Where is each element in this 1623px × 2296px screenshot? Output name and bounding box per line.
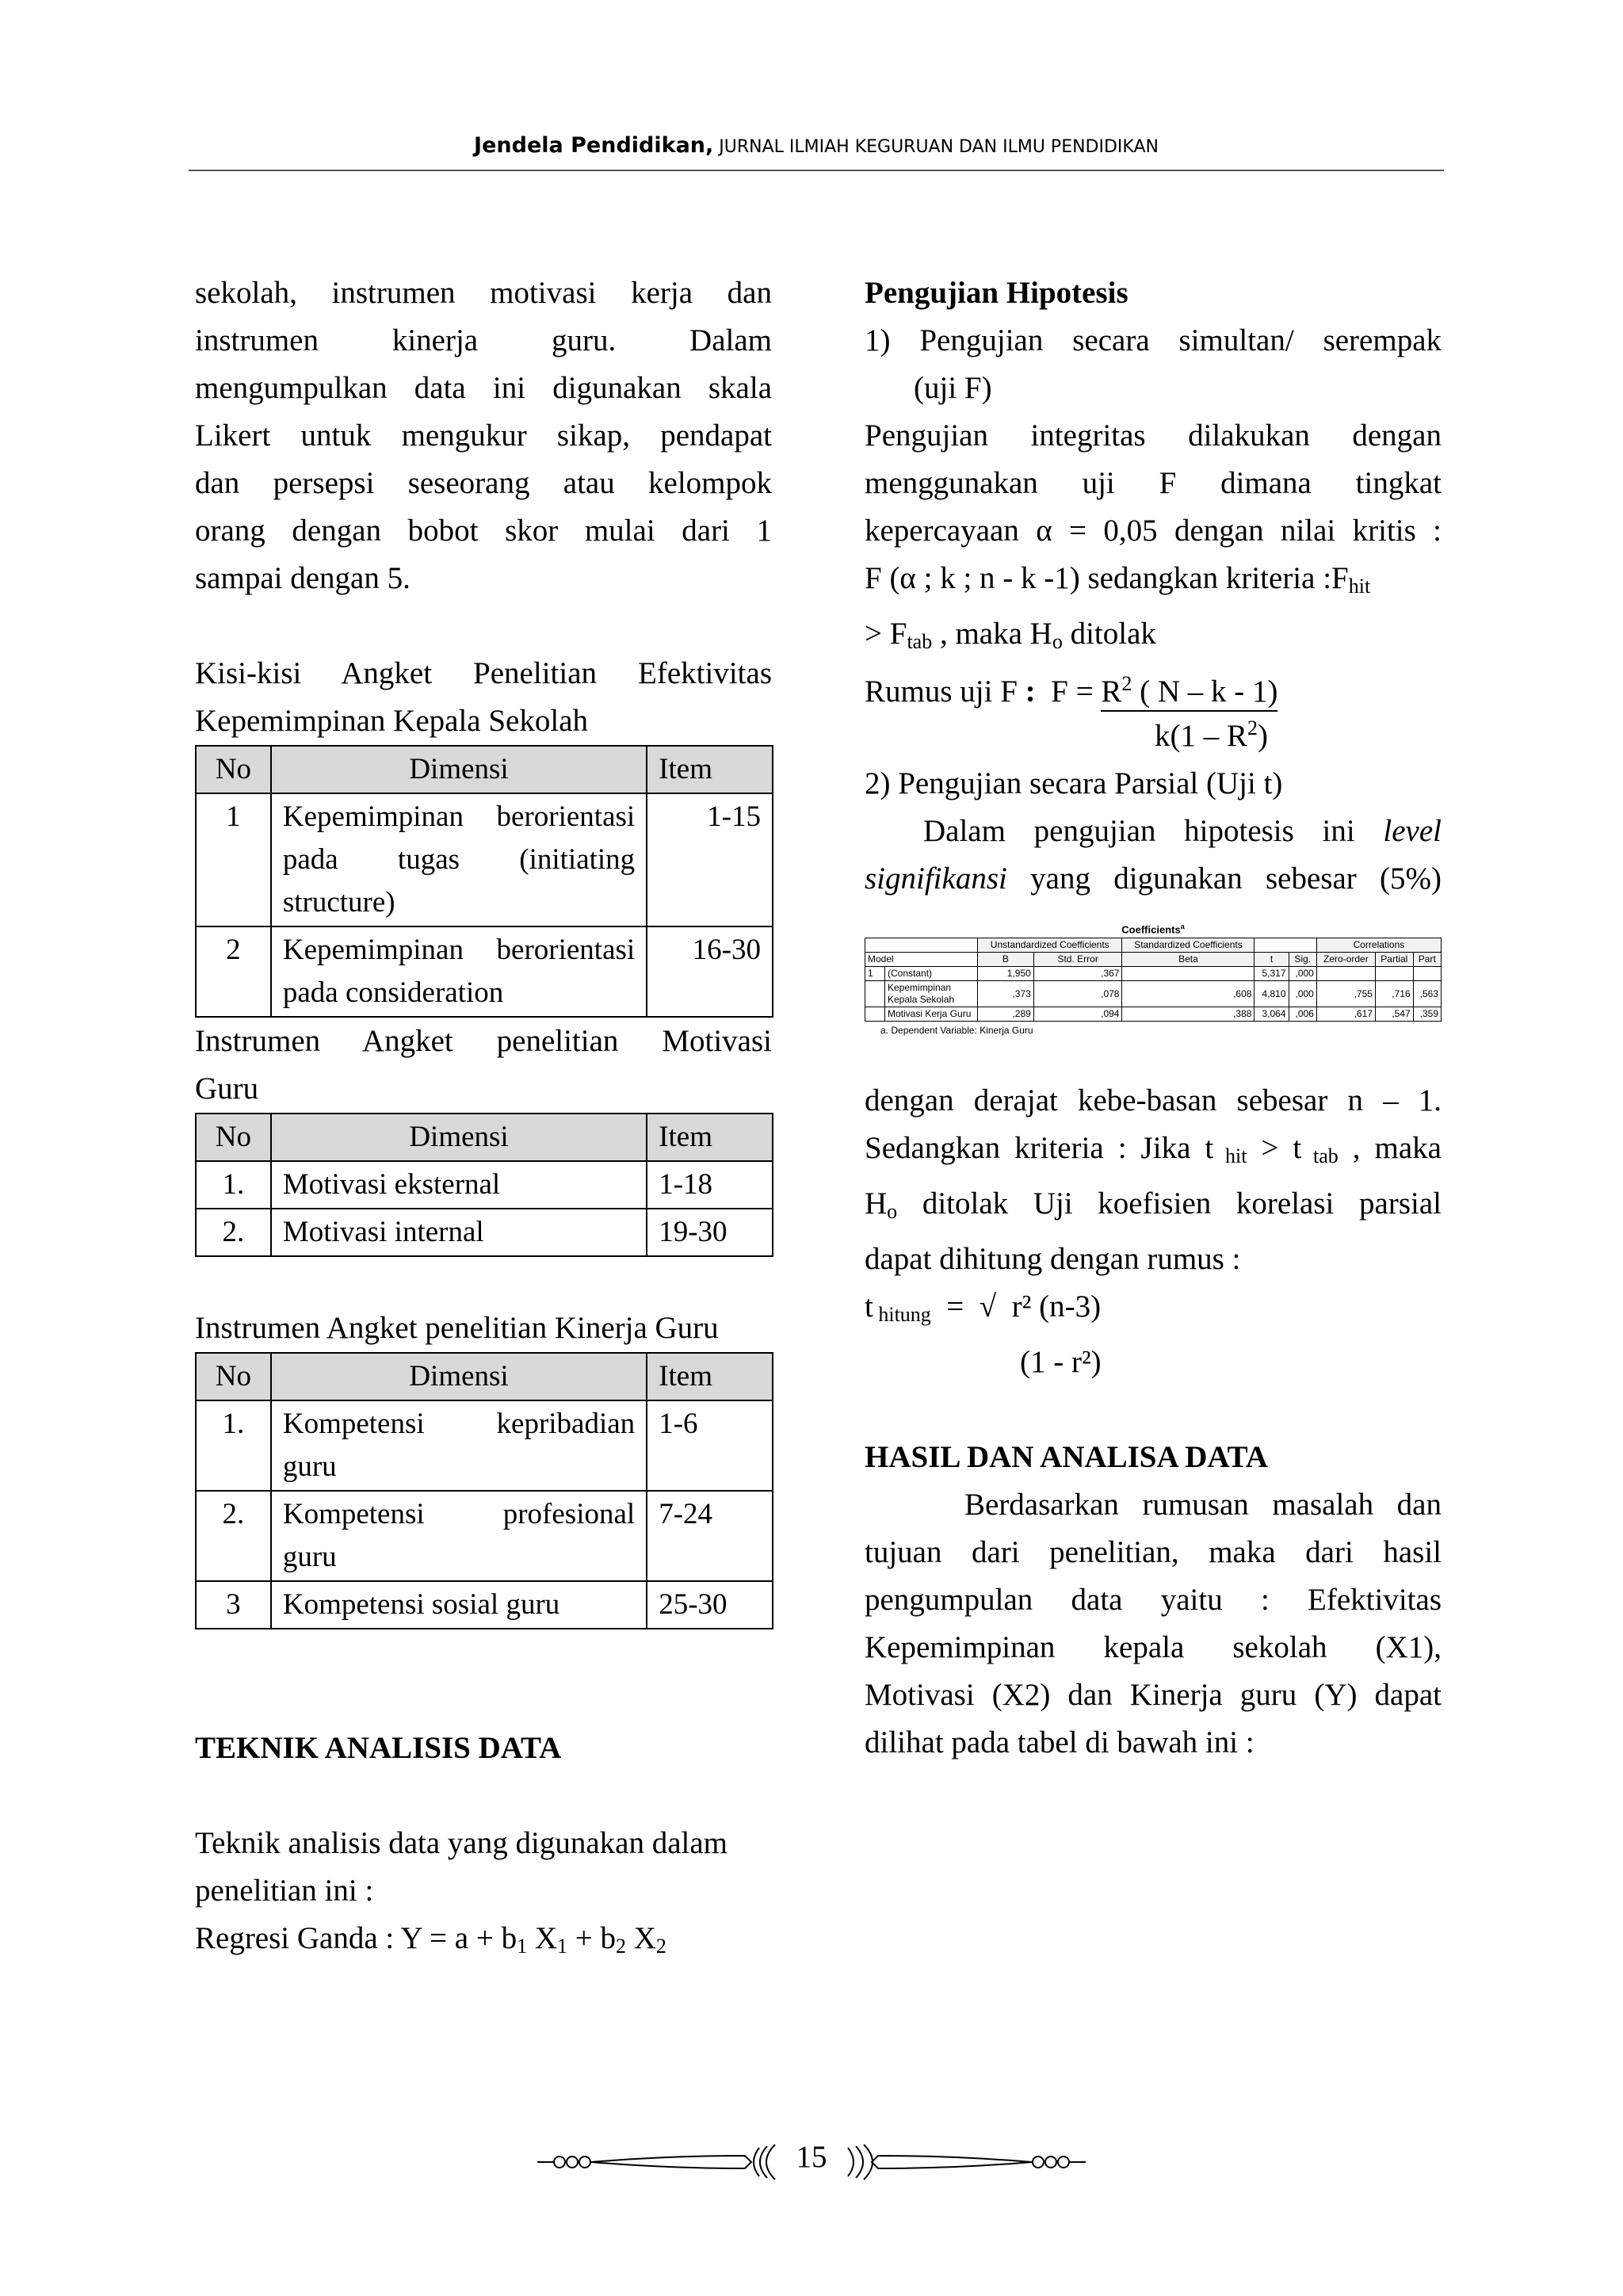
coef-t: 3,064 bbox=[1254, 1007, 1289, 1022]
cell-no: 1 bbox=[196, 793, 271, 926]
item1-line-1: 1) Pengujian secara simultan/ serempak bbox=[865, 323, 1442, 357]
coef-title-text: Coefficients bbox=[1121, 923, 1181, 936]
subscript: hitung bbox=[873, 1303, 931, 1327]
rumus-r: R bbox=[1101, 674, 1122, 709]
hasil-line-4: Kepemimpinan kepala sekolah (X1), bbox=[865, 1630, 1442, 1665]
coef-zero bbox=[1316, 967, 1375, 981]
coef-b: ,289 bbox=[978, 1007, 1034, 1022]
regresi-text: Regresi Ganda : Y = a + b bbox=[195, 1921, 517, 1955]
rumus-lhs: F = bbox=[1051, 674, 1102, 709]
coef-unstd-header: Unstandardized Coefficients bbox=[978, 938, 1122, 953]
p2-text: yang digunakan sebesar (5%) bbox=[1030, 861, 1442, 896]
dim-line: Kepemimpinan berorientasi bbox=[282, 934, 636, 966]
hasil-line-5: Motivasi (X2) dan Kinerja guru (Y) dapat bbox=[865, 1678, 1442, 1713]
journal-subtitle: JURNAL ILMIAH KEGURUAN DAN ILMU PENDIDIKAN bbox=[713, 137, 1159, 157]
dim-line: pada consideration bbox=[282, 976, 504, 1009]
coef-sig: ,000 bbox=[1289, 981, 1316, 1007]
right-column bbox=[865, 269, 1442, 1767]
coef-part: ,563 bbox=[1413, 981, 1441, 1007]
intro-line-3: mengumpulkan data ini digunakan skala bbox=[195, 371, 772, 405]
header-rule bbox=[189, 170, 1444, 171]
superscript: 2 bbox=[1247, 716, 1258, 739]
ornament-bracket bbox=[848, 2148, 854, 2176]
t-formula-denominator: (1 - r²) bbox=[1020, 1345, 1102, 1380]
p2-text: Dalam pengujian hipotesis ini bbox=[923, 814, 1355, 848]
cell-no: 2 bbox=[196, 926, 271, 1017]
teknik-line-1: Teknik analisis data yang digunakan dalam bbox=[195, 1826, 727, 1860]
coef-beta bbox=[1122, 967, 1254, 981]
coef-t: 5,317 bbox=[1254, 967, 1289, 981]
pengujian-heading: Pengujian Hipotesis bbox=[865, 276, 1128, 310]
rumus-den: k(1 – R bbox=[1155, 719, 1247, 753]
header-dimensi: Dimensi bbox=[271, 746, 647, 793]
regresi-text: X bbox=[626, 1921, 656, 1955]
table-header-row bbox=[196, 746, 773, 793]
subscript: hit bbox=[1348, 575, 1371, 598]
cell-item: 1-15 bbox=[647, 793, 773, 926]
kepemimpinan-table bbox=[195, 745, 773, 1018]
kisi-title-line-1: Kisi-kisi Angket Penelitian Efektivitas bbox=[195, 656, 772, 690]
table-row bbox=[865, 981, 1442, 1007]
coefficients-table bbox=[865, 938, 1442, 1022]
coef-part: ,359 bbox=[1413, 1007, 1441, 1022]
coef-zero: ,755 bbox=[1316, 981, 1375, 1007]
hasil-line-1: Berdasarkan rumusan masalah dan bbox=[964, 1488, 1442, 1522]
f-text: F (α ; k ; n - k -1) sedangkan kriteria :F bbox=[865, 561, 1349, 595]
hasil-line-3: pengumpulan data yaitu : Efektivitas bbox=[865, 1583, 1442, 1618]
kinerja-table bbox=[195, 1352, 773, 1629]
ornament-circle bbox=[1058, 2157, 1069, 2168]
dim-line: Kompetensi kepribadian bbox=[282, 1408, 636, 1440]
ornament-circle bbox=[554, 2157, 565, 2168]
ornament-bracket bbox=[856, 2146, 863, 2178]
table-row bbox=[196, 926, 773, 1017]
cell-item: 1-18 bbox=[647, 1161, 773, 1209]
cell-no: 3 bbox=[196, 1581, 271, 1629]
teknik-line-2: penelitian ini : bbox=[195, 1874, 374, 1908]
coef-se: ,094 bbox=[1033, 1007, 1122, 1022]
p3-line-1: dengan derajat kebe-basan sebesar n – 1. bbox=[865, 1083, 1442, 1118]
header-no: No bbox=[196, 1353, 271, 1400]
coef-se: ,078 bbox=[1033, 981, 1122, 1007]
coef-model-no: 1 bbox=[865, 967, 885, 981]
dim-line: guru bbox=[282, 1450, 337, 1483]
hasil-heading: HASIL DAN ANALISA DATA bbox=[865, 1440, 1268, 1475]
p2-italic: level bbox=[1383, 814, 1442, 848]
dim-line: guru bbox=[282, 1541, 337, 1573]
subscript: o bbox=[887, 1200, 898, 1224]
table-row bbox=[196, 1400, 773, 1491]
ornament-swoosh-right bbox=[872, 2156, 1032, 2168]
cell-no: 1. bbox=[196, 1400, 271, 1491]
coef-col-sig: Sig. bbox=[1289, 953, 1316, 967]
p3-line-3 bbox=[865, 1180, 1442, 1236]
running-header bbox=[190, 133, 1442, 158]
rumus-colon: : bbox=[1025, 674, 1036, 709]
kinerja-title: Instrumen Angket penelitian Kinerja Guru bbox=[195, 1311, 719, 1345]
table-header-row bbox=[196, 1353, 773, 1400]
cell-dimensi bbox=[271, 926, 647, 1017]
coefficients-title bbox=[865, 919, 1442, 938]
cell-item: 16-30 bbox=[647, 926, 773, 1017]
cell-no: 1. bbox=[196, 1161, 271, 1209]
cell-item: 1-6 bbox=[647, 1400, 773, 1491]
intro-line-6: orang dengan bobot skor mulai dari 1 bbox=[195, 514, 772, 548]
motivasi-table bbox=[195, 1113, 773, 1257]
header-item: Item bbox=[647, 1114, 773, 1161]
cell-item: 7-24 bbox=[647, 1491, 773, 1581]
dim-line: Kompetensi profesional bbox=[282, 1498, 636, 1530]
p3-text: > t bbox=[1247, 1131, 1302, 1166]
intro-line-4: Likert untuk mengukur sikap, pendapat bbox=[195, 418, 772, 453]
hasil-line-2: tujuan dari penelitian, maka dari hasil bbox=[865, 1535, 1442, 1570]
subscript: 2 bbox=[655, 1935, 666, 1958]
ftab-text: ditolak bbox=[1062, 617, 1156, 651]
coef-partial: ,716 bbox=[1375, 981, 1413, 1007]
coef-beta: ,388 bbox=[1122, 1007, 1254, 1022]
coef-group-header-row bbox=[865, 938, 1442, 953]
ftab-text: > F bbox=[865, 617, 907, 651]
coef-col-t: t bbox=[1254, 953, 1289, 967]
intro-line-1: sekolah, instrumen motivasi kerja dan bbox=[195, 276, 772, 310]
cell-dimensi bbox=[271, 1491, 647, 1581]
header-item: Item bbox=[647, 1353, 773, 1400]
intro-line-2: instrumen kinerja guru. Dalam bbox=[195, 323, 772, 357]
dim-line: structure) bbox=[282, 886, 395, 919]
p1-line-1: Pengujian integritas dilakukan dengan bbox=[865, 418, 1442, 453]
ornament-circle bbox=[579, 2157, 590, 2168]
subscript: 1 bbox=[557, 1935, 567, 1958]
cell-no: 2. bbox=[196, 1209, 271, 1256]
cell-item: 19-30 bbox=[647, 1209, 773, 1256]
footnote-text: Dependent Variable: Kinerja Guru bbox=[891, 1025, 1033, 1037]
cell-item: 25-30 bbox=[647, 1581, 773, 1629]
p2-line-2 bbox=[865, 855, 1442, 903]
page-number: 15 bbox=[796, 2140, 827, 2174]
ornament-circle bbox=[1033, 2157, 1044, 2168]
t-formula-numerator bbox=[865, 1283, 1442, 1339]
subscript: hit bbox=[1213, 1144, 1247, 1168]
cell-dimensi: Motivasi eksternal bbox=[271, 1161, 647, 1209]
cell-dimensi: Motivasi internal bbox=[271, 1209, 647, 1256]
kisi-title-line-2: Kepemimpinan Kepala Sekolah bbox=[195, 704, 589, 738]
coef-col-b: B bbox=[978, 953, 1034, 967]
motivasi-title-line-1: Instrumen Angket penelitian Motivasi bbox=[195, 1024, 772, 1058]
t-formula-eq: = √ r² (n-3) bbox=[930, 1289, 1102, 1324]
p1-line-3: kepercayaan α = 0,05 dengan nilai kritis : bbox=[865, 514, 1442, 548]
dim-line: Kepemimpinan berorientasi bbox=[282, 800, 636, 833]
p1-line-2: menggunakan uji F dimana tingkat bbox=[865, 466, 1442, 500]
rumus-den-end: ) bbox=[1258, 719, 1268, 753]
p1-ftab-line bbox=[865, 610, 1442, 666]
intro-line-last: sampai dengan 5. bbox=[195, 561, 411, 595]
coef-col-beta: Beta bbox=[1122, 953, 1254, 967]
coef-label: (Constant) bbox=[885, 967, 978, 981]
table-row bbox=[865, 1007, 1442, 1022]
coef-b: 1,950 bbox=[978, 967, 1034, 981]
coef-std-header: Standardized Coefficients bbox=[1122, 938, 1254, 953]
ornament-bracket bbox=[766, 2145, 775, 2179]
left-column bbox=[195, 269, 772, 1970]
coef-t: 4,810 bbox=[1254, 981, 1289, 1007]
coef-blank bbox=[865, 938, 978, 953]
header-no: No bbox=[196, 746, 271, 793]
coef-zero: ,617 bbox=[1316, 1007, 1375, 1022]
teknik-heading: TEKNIK ANALISIS DATA bbox=[195, 1731, 562, 1765]
coef-col-partial: Partial bbox=[1375, 953, 1413, 967]
coef-label: Motivasi Kerja Guru bbox=[885, 1007, 978, 1022]
cell-dimensi: Kompetensi sosial guru bbox=[271, 1581, 647, 1629]
coef-label: Kepemimpinan Kepala Sekolah bbox=[885, 981, 978, 1007]
intro-line-5: dan persepsi seseorang atau kelompok bbox=[195, 466, 772, 500]
motivasi-title-line-2: Guru bbox=[195, 1072, 259, 1106]
coef-col-zero: Zero-order bbox=[1316, 953, 1375, 967]
coefficients-footnote bbox=[865, 1022, 1442, 1039]
coef-col-header-row bbox=[865, 953, 1442, 967]
regresi-formula bbox=[195, 1915, 772, 1970]
coef-col-se: Std. Error bbox=[1033, 953, 1122, 967]
subscript: 1 bbox=[517, 1935, 528, 1958]
coef-model-no bbox=[865, 1007, 885, 1022]
subscript: tab bbox=[1301, 1144, 1338, 1168]
coef-b: ,373 bbox=[978, 981, 1034, 1007]
p2-italic: signifikansi bbox=[865, 861, 1007, 896]
coef-beta: ,608 bbox=[1122, 981, 1254, 1007]
p3-text: Sedangkan kriteria : Jika t bbox=[865, 1131, 1214, 1166]
table-row bbox=[196, 793, 773, 926]
header-dimensi: Dimensi bbox=[271, 1353, 647, 1400]
table-row bbox=[865, 967, 1442, 981]
regresi-text: + b bbox=[567, 1921, 616, 1955]
subscript: o bbox=[1052, 630, 1063, 653]
header-dimensi: Dimensi bbox=[271, 1114, 647, 1161]
p3-line-2 bbox=[865, 1125, 1442, 1180]
subscript: 2 bbox=[616, 1935, 626, 1958]
coef-col-model: Model bbox=[865, 953, 978, 967]
superscript: 2 bbox=[1121, 672, 1132, 695]
rumus-label: Rumus uji F bbox=[865, 674, 1018, 709]
p3-line-4: dapat dihitung dengan rumus : bbox=[865, 1242, 1241, 1277]
item2-heading: 2) Pengujian secara Parsial (Uji t) bbox=[865, 766, 1283, 800]
rumus-num-rest: ( N – k - 1) bbox=[1132, 674, 1278, 709]
hasil-line-last: dilihat pada tabel di bawah ini : bbox=[865, 1725, 1254, 1760]
table-row bbox=[196, 1581, 773, 1629]
table-row bbox=[196, 1209, 773, 1256]
journal-name: Jendela Pendidikan, bbox=[474, 133, 714, 158]
ornament-bracket bbox=[754, 2148, 759, 2176]
table-row bbox=[196, 1161, 773, 1209]
coefficients-table-figure bbox=[865, 919, 1442, 1039]
ftab-text: , maka H bbox=[932, 617, 1052, 651]
ornament-swoosh-left bbox=[591, 2156, 751, 2168]
coef-corr-header: Correlations bbox=[1316, 938, 1441, 953]
ornament-circle bbox=[1045, 2157, 1056, 2168]
footnote-mark: a. bbox=[880, 1025, 889, 1037]
subscript: tab bbox=[907, 630, 933, 653]
header-item: Item bbox=[647, 746, 773, 793]
p3-text: H bbox=[865, 1186, 888, 1221]
coef-partial: ,547 bbox=[1375, 1007, 1413, 1022]
coef-blank bbox=[1254, 938, 1316, 953]
table-row bbox=[196, 1491, 773, 1581]
table-header-row bbox=[196, 1114, 773, 1161]
p3-text: ditolak Uji koefisien korelasi parsial bbox=[897, 1186, 1442, 1221]
cell-dimensi bbox=[271, 1400, 647, 1491]
regresi-text: X bbox=[527, 1921, 557, 1955]
p3-text: , maka bbox=[1338, 1131, 1442, 1166]
coef-sig: ,000 bbox=[1289, 967, 1316, 981]
p1-f-line bbox=[865, 555, 1442, 610]
coef-col-part: Part bbox=[1413, 953, 1441, 967]
coef-model-no bbox=[865, 981, 885, 1007]
cell-dimensi bbox=[271, 793, 647, 926]
cell-no: 2. bbox=[196, 1491, 271, 1581]
t-symbol: t bbox=[865, 1289, 873, 1324]
coef-se: ,367 bbox=[1033, 967, 1122, 981]
dim-line: pada tugas (initiating bbox=[282, 843, 636, 876]
coef-sig: ,006 bbox=[1289, 1007, 1316, 1022]
superscript: a bbox=[1180, 923, 1185, 930]
coef-part bbox=[1413, 967, 1441, 981]
item1-line-2: (uji F) bbox=[914, 371, 992, 405]
p2-line-1 bbox=[865, 808, 1442, 855]
coef-partial bbox=[1375, 967, 1413, 981]
header-no: No bbox=[196, 1114, 271, 1161]
ornament-circle bbox=[567, 2157, 578, 2168]
